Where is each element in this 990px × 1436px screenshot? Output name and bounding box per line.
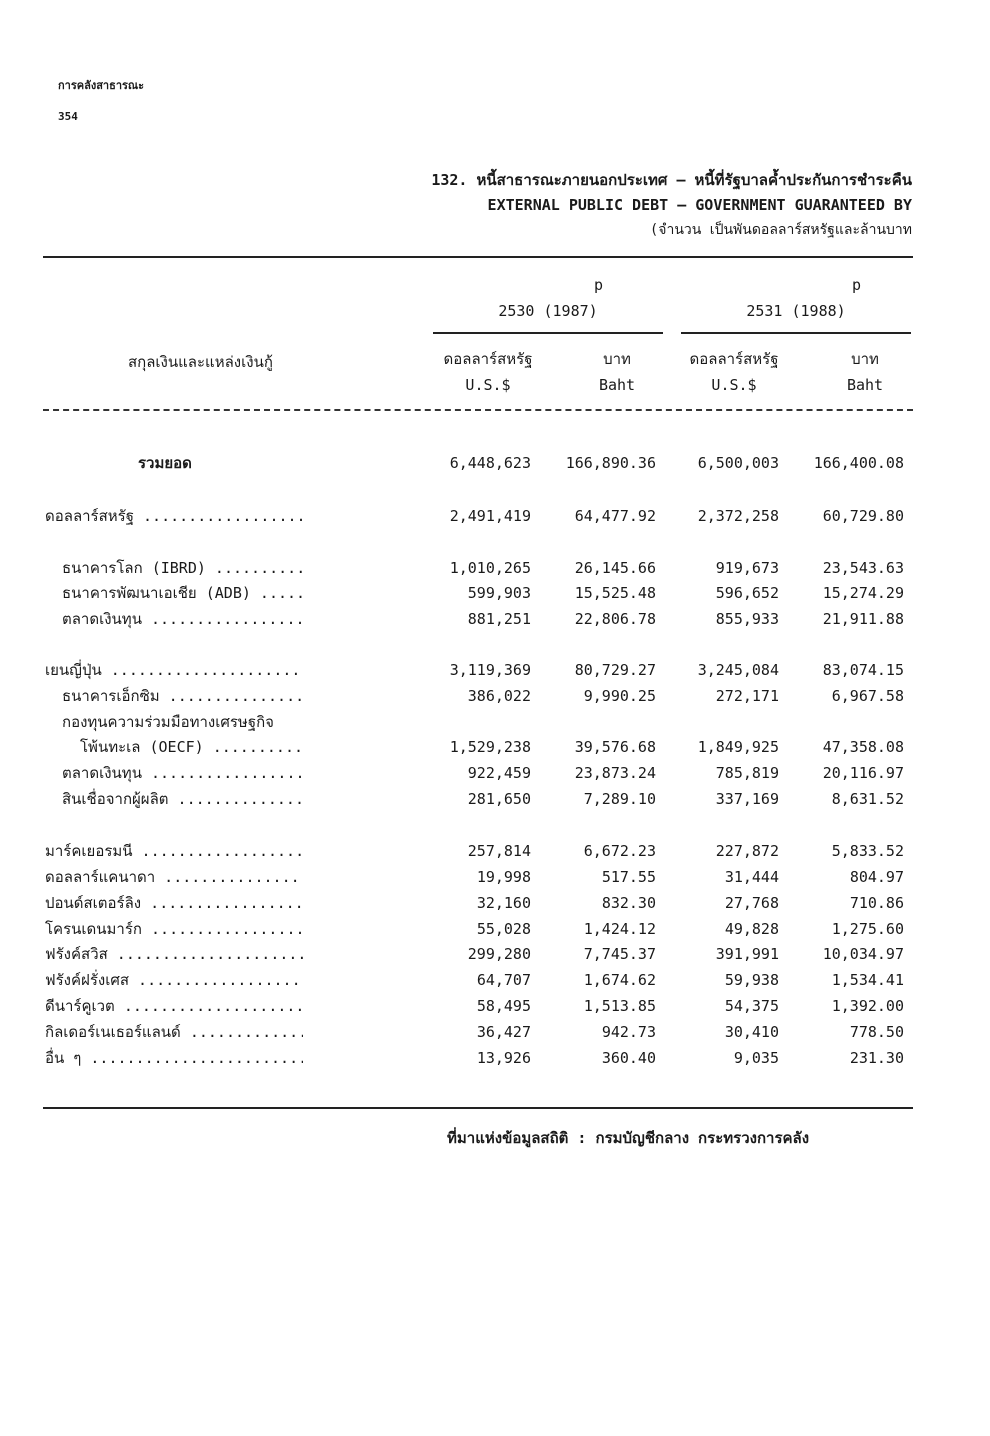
table-bottom-rule — [43, 1107, 913, 1109]
cell-value: 5,833.52 — [831, 842, 904, 860]
table-row — [0, 916, 990, 942]
cell-value: 166,890.36 — [565, 454, 656, 472]
currency-header — [679, 346, 789, 398]
table-row — [0, 580, 990, 606]
table-row — [0, 734, 990, 760]
cell-value: 3,119,369 — [449, 661, 531, 679]
cell-value: 54,375 — [724, 997, 779, 1015]
title-thai: 132. หนี้สาธารณะภายนอกประเทศ – หนี้ที่รัฐบาลค้ำประกันการชำระคืน — [431, 171, 912, 189]
row-label: เยนญี่ปุ่น ..... — [45, 657, 303, 683]
cell-value: 855,933 — [715, 610, 779, 628]
cell-value: 60,729.80 — [822, 507, 904, 525]
table-row — [0, 503, 990, 529]
prelim-mark: p — [851, 276, 861, 294]
row-label: ธนาคารพัฒนาเอเชีย (ADB) ..... — [62, 580, 303, 606]
row-label: โพ้นทะเล (OECF) ..... — [80, 734, 303, 760]
row-label: ธนาคารเอ็กซิม ..... — [62, 683, 303, 709]
cell-value: 2,372,258 — [697, 507, 779, 525]
table-row — [0, 606, 990, 632]
cell-value: 1,424.12 — [583, 920, 656, 938]
table-row — [0, 993, 990, 1019]
table-title-block — [431, 168, 912, 243]
cell-value: 231.30 — [849, 1049, 904, 1067]
row-label: อื่น ๆ ..... — [45, 1045, 303, 1071]
cell-value: 832.30 — [601, 894, 656, 912]
currency-thai: ดอลลาร์สหรัฐ — [443, 350, 533, 368]
year-underline — [433, 332, 663, 334]
currency-header — [433, 346, 543, 398]
table-row — [0, 864, 990, 890]
cell-value: 710.86 — [849, 894, 904, 912]
cell-value: 19,998 — [476, 868, 531, 886]
cell-value: 80,729.27 — [574, 661, 656, 679]
currency-english: Baht — [846, 376, 884, 394]
cell-value: 15,525.48 — [574, 584, 656, 602]
cell-value: 1,010,265 — [449, 559, 531, 577]
cell-value: 32,160 — [476, 894, 531, 912]
cell-value: 27,768 — [724, 894, 779, 912]
row-label: ตลาดเงินทุน ..... — [62, 760, 303, 786]
cell-value: 272,171 — [715, 687, 779, 705]
cell-value: 30,410 — [724, 1023, 779, 1041]
cell-value: 1,849,925 — [697, 738, 779, 756]
table-row — [0, 941, 990, 967]
cell-value: 1,392.00 — [831, 997, 904, 1015]
prelim-mark: p — [593, 276, 603, 294]
cell-value: 919,673 — [715, 559, 779, 577]
cell-value: 6,448,623 — [449, 454, 531, 472]
page-number: 354 — [58, 110, 78, 123]
cell-value: 299,280 — [467, 945, 531, 963]
cell-value: 3,245,084 — [697, 661, 779, 679]
title-english: EXTERNAL PUBLIC DEBT – GOVERNMENT GUARANTEED BY — [487, 196, 912, 214]
cell-value: 785,819 — [715, 764, 779, 782]
cell-value: 281,650 — [467, 790, 531, 808]
cell-value: 21,911.88 — [822, 610, 904, 628]
cell-value: 1,275.60 — [831, 920, 904, 938]
source-note: ที่มาแห่งข้อมูลสถิติ : กรมบัญชีกลาง กระทรวงการคลัง — [447, 1129, 810, 1147]
table-row — [0, 1019, 990, 1045]
year-header-1987 — [433, 272, 663, 324]
cell-value: 391,991 — [715, 945, 779, 963]
cell-value: 517.55 — [601, 868, 656, 886]
cell-value: 26,145.66 — [574, 559, 656, 577]
cell-value: 6,967.58 — [831, 687, 904, 705]
row-label: สินเชื่อจากผู้ผลิต ..... — [62, 786, 303, 812]
unit-note: (จำนวน เป็นพันดอลลาร์สหรัฐและล้านบาท — [649, 222, 912, 238]
cell-value: 778.50 — [849, 1023, 904, 1041]
row-label: ดอลลาร์แคนาดา ..... — [45, 864, 303, 890]
cell-value: 942.73 — [601, 1023, 656, 1041]
cell-value: 36,427 — [476, 1023, 531, 1041]
row-label: มาร์คเยอรมนี ..... — [45, 838, 303, 864]
currency-thai: บาท — [851, 350, 879, 368]
row-label: กิลเดอร์เนเธอร์แลนด์ ..... — [45, 1019, 303, 1045]
cell-value: 9,990.25 — [583, 687, 656, 705]
cell-value: 1,529,238 — [449, 738, 531, 756]
cell-value: 20,116.97 — [822, 764, 904, 782]
cell-value: 10,034.97 — [822, 945, 904, 963]
cell-value: 881,251 — [467, 610, 531, 628]
table-row — [0, 838, 990, 864]
cell-value: 22,806.78 — [574, 610, 656, 628]
table-row — [0, 890, 990, 916]
cell-value: 6,672.23 — [583, 842, 656, 860]
cell-value: 360.40 — [601, 1049, 656, 1067]
cell-value: 64,477.92 — [574, 507, 656, 525]
row-label: กองทุนความร่วมมือทางเศรษฐกิจ — [62, 713, 274, 731]
cell-value: 7,745.37 — [583, 945, 656, 963]
cell-value: 8,631.52 — [831, 790, 904, 808]
cell-value: 337,169 — [715, 790, 779, 808]
row-label: โครนเดนมาร์ก ..... — [45, 916, 303, 942]
cell-value: 39,576.68 — [574, 738, 656, 756]
table-row — [0, 657, 990, 683]
currency-english: U.S.$ — [465, 376, 511, 394]
row-label: ดอลลาร์สหรัฐ ..... — [45, 503, 303, 529]
cell-value: 596,652 — [715, 584, 779, 602]
table-row — [0, 683, 990, 709]
cell-value: 922,459 — [467, 764, 531, 782]
year-label: 2531 (1988) — [746, 302, 846, 320]
row-label: ฟรังค์สวิส ..... — [45, 941, 303, 967]
row-label: ตลาดเงินทุน ..... — [62, 606, 303, 632]
table-row — [0, 786, 990, 812]
cell-value: 58,495 — [476, 997, 531, 1015]
currency-thai: บาท — [603, 350, 631, 368]
cell-value: 1,513.85 — [583, 997, 656, 1015]
total-row — [0, 450, 990, 476]
currency-thai: ดอลลาร์สหรัฐ — [689, 350, 779, 368]
cell-value: 55,028 — [476, 920, 531, 938]
cell-value: 64,707 — [476, 971, 531, 989]
cell-value: 6,500,003 — [697, 454, 779, 472]
header-rule — [43, 409, 913, 411]
cell-value: 59,938 — [724, 971, 779, 989]
table-row — [0, 967, 990, 993]
row-label: ปอนด์สเตอร์ลิง ..... — [45, 890, 303, 916]
cell-value: 31,444 — [724, 868, 779, 886]
cell-value: 7,289.10 — [583, 790, 656, 808]
row-header: สกุลเงินและแหล่งเงินกู้ — [128, 353, 273, 371]
running-header: การคลังสาธารณะ — [58, 79, 145, 92]
table-row — [0, 555, 990, 581]
cell-value: 23,543.63 — [822, 559, 904, 577]
currency-english: Baht — [598, 376, 636, 394]
cell-value: 804.97 — [849, 868, 904, 886]
cell-value: 1,534.41 — [831, 971, 904, 989]
row-label: ธนาคารโลก (IBRD) ..... — [62, 555, 303, 581]
currency-english: U.S.$ — [711, 376, 757, 394]
currency-header — [572, 346, 662, 398]
cell-value: 227,872 — [715, 842, 779, 860]
cell-value: 257,814 — [467, 842, 531, 860]
cell-value: 2,491,419 — [449, 507, 531, 525]
cell-value: 49,828 — [724, 920, 779, 938]
row-label: ฟรังค์ฝรั่งเศส ..... — [45, 967, 303, 993]
cell-value: 23,873.24 — [574, 764, 656, 782]
table-row — [0, 1045, 990, 1071]
table-top-rule — [43, 256, 913, 258]
cell-value: 386,022 — [467, 687, 531, 705]
cell-value: 9,035 — [733, 1049, 779, 1067]
cell-value: 13,926 — [476, 1049, 531, 1067]
cell-value: 83,074.15 — [822, 661, 904, 679]
row-label: รวมยอด — [138, 454, 192, 472]
cell-value: 15,274.29 — [822, 584, 904, 602]
table-row — [0, 709, 990, 735]
cell-value: 599,903 — [467, 584, 531, 602]
year-header-1988 — [681, 272, 911, 324]
cell-value: 47,358.08 — [822, 738, 904, 756]
year-label: 2530 (1987) — [498, 302, 598, 320]
cell-value: 1,674.62 — [583, 971, 656, 989]
currency-header — [820, 346, 910, 398]
year-underline — [681, 332, 911, 334]
cell-value: 166,400.08 — [813, 454, 904, 472]
row-label: ดีนาร์คูเวต ..... — [45, 993, 303, 1019]
table-row — [0, 760, 990, 786]
